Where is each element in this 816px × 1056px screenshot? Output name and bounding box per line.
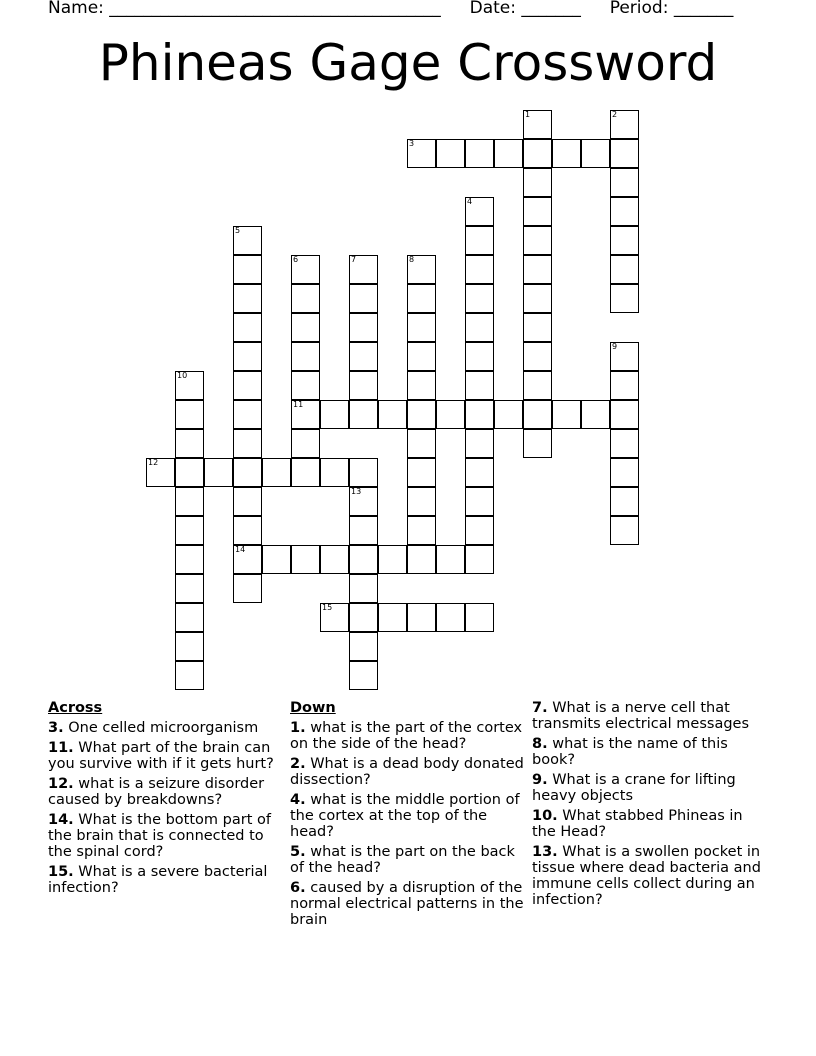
crossword-cell[interactable] <box>610 400 639 429</box>
crossword-cell[interactable] <box>523 400 552 429</box>
crossword-cell[interactable] <box>233 226 262 255</box>
crossword-cell[interactable] <box>349 487 378 516</box>
crossword-cell[interactable] <box>407 603 436 632</box>
crossword-cell[interactable] <box>610 284 639 313</box>
crossword-cell[interactable] <box>233 371 262 400</box>
crossword-cell[interactable] <box>175 371 204 400</box>
clue-number: 11 <box>293 400 304 409</box>
crossword-cell[interactable] <box>465 458 494 487</box>
crossword-cell[interactable] <box>349 458 378 487</box>
crossword-cell[interactable] <box>610 110 639 139</box>
down-clue: 1. what is the part of the cortex on the side of the head? <box>290 720 523 752</box>
crossword-cell[interactable] <box>523 284 552 313</box>
crossword-cell[interactable] <box>610 139 639 168</box>
across-clue: 15. What is a severe bacterial infection? <box>48 864 268 896</box>
crossword-cell[interactable] <box>175 458 204 487</box>
down-clue: 10. What stabbed Phineas in the Head? <box>532 808 743 840</box>
crossword-cell[interactable] <box>320 603 349 632</box>
crossword-cell[interactable] <box>378 545 407 574</box>
crossword-cell[interactable] <box>610 197 639 226</box>
crossword-cell[interactable] <box>465 603 494 632</box>
down-clue: 7. What is a nerve cell that transmits electrical messages <box>532 700 750 732</box>
crossword-cell[interactable] <box>291 284 320 313</box>
crossword-cell[interactable] <box>349 400 378 429</box>
crossword-cell[interactable] <box>233 545 262 574</box>
crossword-cell[interactable] <box>465 197 494 226</box>
crossword-cell[interactable] <box>465 342 494 371</box>
period-field[interactable]: Period: _______ <box>609 0 734 18</box>
down-clue: 6. caused by a disruption of the normal electrical patterns in the brain <box>290 880 524 928</box>
crossword-cell[interactable] <box>407 545 436 574</box>
crossword-cell[interactable] <box>320 545 349 574</box>
crossword-cell[interactable] <box>581 400 610 429</box>
crossword-cell[interactable] <box>349 632 378 661</box>
clue-number: 9 <box>612 342 618 351</box>
crossword-cell[interactable] <box>494 139 523 168</box>
crossword-cell[interactable] <box>320 458 349 487</box>
crossword-cell[interactable] <box>465 371 494 400</box>
crossword-cell[interactable] <box>465 226 494 255</box>
crossword-cell[interactable] <box>407 516 436 545</box>
crossword-cell[interactable] <box>494 400 523 429</box>
crossword-cell[interactable] <box>610 429 639 458</box>
crossword-cell[interactable] <box>552 139 581 168</box>
crossword-cell[interactable] <box>349 545 378 574</box>
crossword-cell[interactable] <box>146 458 175 487</box>
crossword-cell[interactable] <box>523 255 552 284</box>
crossword-cell[interactable] <box>233 342 262 371</box>
crossword-cell[interactable] <box>523 168 552 197</box>
crossword-cell[interactable] <box>436 603 465 632</box>
crossword-cell[interactable] <box>175 661 204 690</box>
clue-number: 14 <box>235 545 246 554</box>
crossword-cell[interactable] <box>291 400 320 429</box>
crossword-cell[interactable] <box>175 516 204 545</box>
crossword-cell[interactable] <box>233 313 262 342</box>
clue-number: 6 <box>293 255 299 264</box>
crossword-cell[interactable] <box>291 255 320 284</box>
crossword-cell[interactable] <box>581 139 610 168</box>
date-field[interactable]: Date: _______ <box>469 0 581 18</box>
crossword-cell[interactable] <box>291 313 320 342</box>
down-clue: 9. What is a crane for lifting heavy objects <box>532 772 736 804</box>
crossword-cell[interactable] <box>378 603 407 632</box>
crossword-cell[interactable] <box>175 632 204 661</box>
crossword-cell[interactable] <box>407 371 436 400</box>
crossword-cell[interactable] <box>291 342 320 371</box>
crossword-cell[interactable] <box>262 458 291 487</box>
crossword-cell[interactable] <box>610 458 639 487</box>
crossword-cell[interactable] <box>610 487 639 516</box>
down-clue: 8. what is the name of this book? <box>532 736 728 768</box>
clue-number: 3 <box>409 139 415 148</box>
crossword-cell[interactable] <box>465 516 494 545</box>
across-heading: Across <box>48 700 103 716</box>
across-clue: 12. what is a seizure disorder caused by breakdowns? <box>48 776 265 808</box>
crossword-cell[interactable] <box>349 603 378 632</box>
crossword-cell[interactable] <box>349 255 378 284</box>
crossword-cell[interactable] <box>523 313 552 342</box>
across-clue: 3. One celled microorganism <box>48 720 259 736</box>
clue-number: 8 <box>409 255 415 264</box>
crossword-cell[interactable] <box>610 516 639 545</box>
page-title: Phineas Gage Crossword <box>98 34 718 92</box>
down-clue: 4. what is the middle portion of the cortex at the top of the head? <box>290 792 520 840</box>
crossword-cell[interactable] <box>465 255 494 284</box>
crossword-cell[interactable] <box>407 400 436 429</box>
down-clue: 13. What is a swollen pocket in tissue where dead bacteria and immune cells collect during an infection? <box>532 844 761 908</box>
crossword-cell[interactable] <box>291 458 320 487</box>
crossword-cell[interactable] <box>465 139 494 168</box>
down-clue: 2. What is a dead body donated dissection? <box>290 756 524 788</box>
crossword-cell[interactable] <box>320 400 349 429</box>
crossword-cell[interactable] <box>262 545 291 574</box>
crossword-cell[interactable] <box>610 342 639 371</box>
crossword-cell[interactable] <box>610 168 639 197</box>
crossword-cell[interactable] <box>610 226 639 255</box>
crossword-cell[interactable] <box>436 545 465 574</box>
clue-number: 5 <box>235 226 241 235</box>
crossword-cell[interactable] <box>465 284 494 313</box>
crossword-cell[interactable] <box>407 487 436 516</box>
crossword-cell[interactable] <box>465 313 494 342</box>
crossword-cell[interactable] <box>349 661 378 690</box>
crossword-cell[interactable] <box>233 255 262 284</box>
clue-number: 15 <box>322 603 333 612</box>
across-clue: 14. What is the bottom part of the brain that is connected to the spinal cord? <box>48 812 271 860</box>
crossword-cell[interactable] <box>436 400 465 429</box>
crossword-cell[interactable] <box>349 574 378 603</box>
crossword-cell[interactable] <box>407 139 436 168</box>
crossword-cell[interactable] <box>465 487 494 516</box>
crossword-cell[interactable] <box>233 400 262 429</box>
crossword-cell[interactable] <box>407 284 436 313</box>
crossword-cell[interactable] <box>175 574 204 603</box>
crossword-cell[interactable] <box>175 545 204 574</box>
clue-number: 7 <box>351 255 357 264</box>
crossword-cell[interactable] <box>523 110 552 139</box>
crossword-cell[interactable] <box>349 371 378 400</box>
crossword-cell[interactable] <box>233 574 262 603</box>
crossword-cell[interactable] <box>378 400 407 429</box>
name-field[interactable]: Name: _______________________________________ <box>48 0 441 18</box>
clue-number: 13 <box>351 487 362 496</box>
crossword-cell[interactable] <box>175 603 204 632</box>
crossword-cell[interactable] <box>407 313 436 342</box>
down-clue: 5. what is the part on the back of the head? <box>290 844 515 876</box>
crossword-cell[interactable] <box>465 429 494 458</box>
crossword-cell[interactable] <box>407 458 436 487</box>
crossword-cell[interactable] <box>407 429 436 458</box>
crossword-cell[interactable] <box>523 197 552 226</box>
crossword-cell[interactable] <box>175 429 204 458</box>
crossword-cell[interactable] <box>523 139 552 168</box>
crossword-cell[interactable] <box>610 371 639 400</box>
crossword-cell[interactable] <box>407 255 436 284</box>
crossword-cell[interactable] <box>233 487 262 516</box>
crossword-cell[interactable] <box>523 429 552 458</box>
crossword-cell[interactable] <box>175 487 204 516</box>
crossword-cell[interactable] <box>523 371 552 400</box>
clue-number: 10 <box>177 371 188 380</box>
crossword-cell[interactable] <box>436 139 465 168</box>
down-clues <box>290 700 526 932</box>
crossword-cell[interactable] <box>407 342 436 371</box>
crossword-cell[interactable] <box>204 458 233 487</box>
across-clue: 11. What part of the brain can you survive with if it gets hurt? <box>48 740 274 772</box>
crossword-cell[interactable] <box>175 400 204 429</box>
crossword-cell[interactable] <box>349 313 378 342</box>
crossword-cell[interactable] <box>291 545 320 574</box>
crossword-cell[interactable] <box>465 545 494 574</box>
crossword-cell[interactable] <box>233 429 262 458</box>
clue-number: 4 <box>467 197 473 206</box>
crossword-cell[interactable] <box>233 516 262 545</box>
clue-number: 2 <box>612 110 618 119</box>
crossword-cell[interactable] <box>349 284 378 313</box>
crossword-cell[interactable] <box>523 226 552 255</box>
down-clues-continued <box>532 700 768 912</box>
across-clues <box>48 700 284 900</box>
crossword-cell[interactable] <box>233 458 262 487</box>
crossword-cell[interactable] <box>552 400 581 429</box>
crossword-cell[interactable] <box>610 255 639 284</box>
crossword-cell[interactable] <box>233 284 262 313</box>
crossword-cell[interactable] <box>291 429 320 458</box>
crossword-cell[interactable] <box>349 516 378 545</box>
down-heading: Down <box>290 700 336 716</box>
crossword-cell[interactable] <box>523 342 552 371</box>
clue-number: 12 <box>148 458 159 467</box>
clue-number: 1 <box>525 110 531 119</box>
crossword-cell[interactable] <box>291 371 320 400</box>
crossword-cell[interactable] <box>465 400 494 429</box>
crossword-cell[interactable] <box>349 342 378 371</box>
